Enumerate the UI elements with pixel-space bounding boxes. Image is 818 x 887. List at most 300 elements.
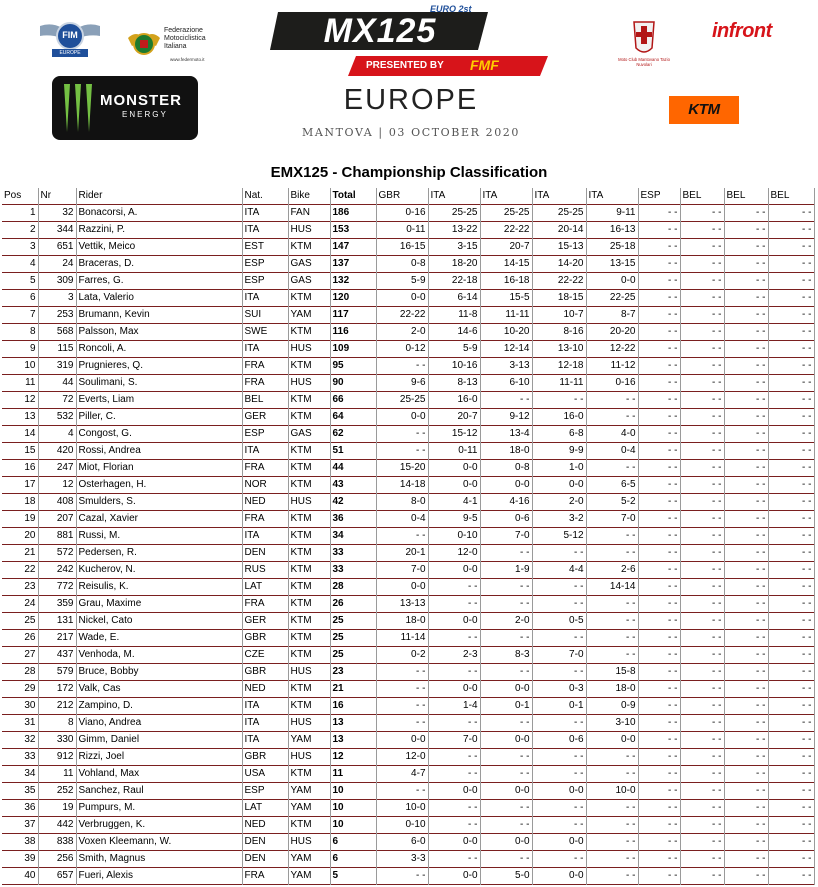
cell-bike: KTM	[288, 510, 330, 527]
cell-ita-2: 0-0	[480, 833, 532, 850]
cell-pos: 5	[2, 272, 38, 289]
cell-nat: ESP	[242, 425, 288, 442]
cell-bel-1: - -	[680, 629, 724, 646]
cell-bel-1: - -	[680, 680, 724, 697]
cell-nr: 420	[38, 442, 76, 459]
cell-nr: 568	[38, 323, 76, 340]
cell-rider: Prugnieres, Q.	[76, 357, 242, 374]
table-row	[2, 731, 814, 748]
cell-rider: Reisulis, K.	[76, 578, 242, 595]
table-row	[2, 374, 814, 391]
presented-by-text: PRESENTED BY	[366, 60, 444, 71]
cell-bel-2: - -	[724, 697, 768, 714]
cell-total: 10	[330, 799, 376, 816]
cell-ita-3: 0-0	[532, 867, 586, 884]
cell-ita-3: - -	[532, 799, 586, 816]
cell-ita-1: 14-6	[428, 323, 480, 340]
cell-bel-2: - -	[724, 816, 768, 833]
cell-ita-2: 16-18	[480, 272, 532, 289]
cell-nr: 115	[38, 340, 76, 357]
cell-nr: 881	[38, 527, 76, 544]
column-header-nr: Nr	[38, 188, 76, 204]
cell-total: 109	[330, 340, 376, 357]
cell-total: 10	[330, 816, 376, 833]
cell-ita-3: 14-20	[532, 255, 586, 272]
cell-rider: Vettik, Meico	[76, 238, 242, 255]
table-row	[2, 493, 814, 510]
column-header-ita-2: ITA	[480, 188, 532, 204]
cell-ita-1: 5-9	[428, 340, 480, 357]
cell-ita-3: - -	[532, 816, 586, 833]
cell-nr: 8	[38, 714, 76, 731]
moto-club-mantovano-text: Moto Club Mantovano Tazio Nuvolari	[618, 57, 670, 67]
cell-bel-2: - -	[724, 425, 768, 442]
cell-esp: - -	[638, 255, 680, 272]
cell-gbr: 6-0	[376, 833, 428, 850]
table-row	[2, 629, 814, 646]
cell-bike: KTM	[288, 816, 330, 833]
cell-ita-1: 18-20	[428, 255, 480, 272]
cell-ita-3: 0-0	[532, 833, 586, 850]
fim-logo-text: FIM	[62, 30, 78, 40]
cell-pos: 36	[2, 799, 38, 816]
cell-esp: - -	[638, 221, 680, 238]
table-row	[2, 391, 814, 408]
cell-nat: FRA	[242, 357, 288, 374]
cell-nat: ITA	[242, 289, 288, 306]
cell-ita-3: 0-6	[532, 731, 586, 748]
cell-pos: 37	[2, 816, 38, 833]
cell-bel-1: - -	[680, 833, 724, 850]
cell-rider: Osterhagen, H.	[76, 476, 242, 493]
cell-ita-4: - -	[586, 833, 638, 850]
moto-club-mantovano-logo	[612, 20, 676, 70]
cell-bel-3: - -	[768, 527, 814, 544]
infront-logo: infront	[712, 20, 772, 42]
cell-esp: - -	[638, 289, 680, 306]
cell-total: 6	[330, 850, 376, 867]
cell-nat: DEN	[242, 833, 288, 850]
cell-total: 21	[330, 680, 376, 697]
cell-rider: Rizzi, Joel	[76, 748, 242, 765]
cell-pos: 2	[2, 221, 38, 238]
cell-pos: 23	[2, 578, 38, 595]
cell-ita-2: - -	[480, 391, 532, 408]
cell-nat: ESP	[242, 255, 288, 272]
cell-rider: Smulders, S.	[76, 493, 242, 510]
cell-gbr: 10-0	[376, 799, 428, 816]
cell-ita-3: 1-0	[532, 459, 586, 476]
cell-ita-2: - -	[480, 578, 532, 595]
cell-rider: Miot, Florian	[76, 459, 242, 476]
cell-esp: - -	[638, 578, 680, 595]
cell-bel-3: - -	[768, 646, 814, 663]
cell-ita-4: - -	[586, 765, 638, 782]
cell-ita-4: - -	[586, 748, 638, 765]
cell-pos: 34	[2, 765, 38, 782]
cell-ita-2: - -	[480, 714, 532, 731]
cell-bike: HUS	[288, 493, 330, 510]
cell-pos: 7	[2, 306, 38, 323]
cell-bike: KTM	[288, 391, 330, 408]
cell-bel-2: - -	[724, 442, 768, 459]
cell-total: 10	[330, 782, 376, 799]
cell-bel-3: - -	[768, 595, 814, 612]
cell-nat: NED	[242, 493, 288, 510]
cell-bike: YAM	[288, 731, 330, 748]
ktm-logo	[669, 96, 739, 124]
cell-nr: 252	[38, 782, 76, 799]
cell-rider: Verbruggen, K.	[76, 816, 242, 833]
cell-ita-3: 4-4	[532, 561, 586, 578]
cell-ita-3: 22-22	[532, 272, 586, 289]
cell-gbr: - -	[376, 425, 428, 442]
cell-ita-2: - -	[480, 850, 532, 867]
cell-gbr: 5-9	[376, 272, 428, 289]
cell-ita-4: 12-22	[586, 340, 638, 357]
cell-ita-2: - -	[480, 765, 532, 782]
cell-ita-4: 15-8	[586, 663, 638, 680]
mx125-logo	[270, 6, 550, 78]
cell-bel-2: - -	[724, 340, 768, 357]
cell-nat: FRA	[242, 867, 288, 884]
cell-bel-3: - -	[768, 408, 814, 425]
cell-nat: LAT	[242, 799, 288, 816]
cell-total: 43	[330, 476, 376, 493]
table-body	[2, 204, 814, 884]
cell-bel-1: - -	[680, 306, 724, 323]
cell-ita-1: 22-18	[428, 272, 480, 289]
cell-ita-3: - -	[532, 544, 586, 561]
cell-bel-2: - -	[724, 544, 768, 561]
cell-rider: Farres, G.	[76, 272, 242, 289]
cell-bel-3: - -	[768, 306, 814, 323]
cell-rider: Zampino, D.	[76, 697, 242, 714]
cell-nr: 32	[38, 204, 76, 221]
cell-nr: 772	[38, 578, 76, 595]
fim-logo-subtext: EUROPE	[59, 50, 81, 56]
cell-ita-2: 4-16	[480, 493, 532, 510]
cell-ita-3: 15-13	[532, 238, 586, 255]
cell-total: 95	[330, 357, 376, 374]
cell-bel-1: - -	[680, 510, 724, 527]
cell-ita-3: 11-11	[532, 374, 586, 391]
cell-pos: 32	[2, 731, 38, 748]
cell-rider: Kucherov, N.	[76, 561, 242, 578]
column-header-bike: Bike	[288, 188, 330, 204]
cell-ita-2: 5-0	[480, 867, 532, 884]
cell-total: 137	[330, 255, 376, 272]
cell-ita-1: - -	[428, 663, 480, 680]
cell-rider: Venhoda, M.	[76, 646, 242, 663]
cell-esp: - -	[638, 306, 680, 323]
cell-bel-2: - -	[724, 680, 768, 697]
cell-ita-4: - -	[586, 459, 638, 476]
cell-ita-1: - -	[428, 595, 480, 612]
cell-rider: Grau, Maxime	[76, 595, 242, 612]
cell-bel-1: - -	[680, 255, 724, 272]
cell-nat: EST	[242, 238, 288, 255]
cell-gbr: 0-16	[376, 204, 428, 221]
cell-pos: 26	[2, 629, 38, 646]
cell-bel-3: - -	[768, 663, 814, 680]
report-header	[0, 0, 818, 160]
cell-bel-3: - -	[768, 391, 814, 408]
cell-rider: Fueri, Alexis	[76, 867, 242, 884]
cell-bel-1: - -	[680, 442, 724, 459]
cell-bel-1: - -	[680, 561, 724, 578]
column-header-bel-3: BEL	[768, 188, 814, 204]
cell-nr: 242	[38, 561, 76, 578]
cell-bel-1: - -	[680, 850, 724, 867]
cell-ita-2: 15-5	[480, 289, 532, 306]
cell-ita-2: 0-0	[480, 680, 532, 697]
cell-bel-3: - -	[768, 867, 814, 884]
cell-total: 6	[330, 833, 376, 850]
cell-bel-1: - -	[680, 697, 724, 714]
cell-ita-4: - -	[586, 629, 638, 646]
cell-rider: Nickel, Cato	[76, 612, 242, 629]
cell-bel-3: - -	[768, 544, 814, 561]
table-row	[2, 459, 814, 476]
cell-ita-4: 18-0	[586, 680, 638, 697]
cell-ita-4: - -	[586, 612, 638, 629]
cell-ita-3: 13-10	[532, 340, 586, 357]
cell-ita-2: 25-25	[480, 204, 532, 221]
cell-nr: 579	[38, 663, 76, 680]
cell-esp: - -	[638, 476, 680, 493]
table-row	[2, 833, 814, 850]
cell-bike: GAS	[288, 255, 330, 272]
cell-esp: - -	[638, 459, 680, 476]
cell-ita-4: 25-18	[586, 238, 638, 255]
cell-nat: DEN	[242, 544, 288, 561]
cell-ita-4: 2-6	[586, 561, 638, 578]
cell-ita-2: 0-6	[480, 510, 532, 527]
cell-ita-4: 13-15	[586, 255, 638, 272]
cell-ita-4: 9-11	[586, 204, 638, 221]
cell-pos: 16	[2, 459, 38, 476]
cell-bike: HUS	[288, 221, 330, 238]
cell-bel-2: - -	[724, 510, 768, 527]
cell-bike: KTM	[288, 357, 330, 374]
cell-pos: 39	[2, 850, 38, 867]
cell-gbr: 0-10	[376, 816, 428, 833]
cell-bel-3: - -	[768, 765, 814, 782]
cell-nr: 12	[38, 476, 76, 493]
cell-gbr: - -	[376, 442, 428, 459]
cell-rider: Brumann, Kevin	[76, 306, 242, 323]
cell-pos: 20	[2, 527, 38, 544]
cell-bel-2: - -	[724, 663, 768, 680]
column-header-total: Total	[330, 188, 376, 204]
table-row	[2, 357, 814, 374]
cell-ita-2: - -	[480, 544, 532, 561]
cell-bel-1: - -	[680, 238, 724, 255]
cell-bel-3: - -	[768, 289, 814, 306]
cell-nr: 19	[38, 799, 76, 816]
cell-bike: KTM	[288, 476, 330, 493]
cell-bel-2: - -	[724, 493, 768, 510]
cell-bel-1: - -	[680, 204, 724, 221]
cell-ita-1: 3-15	[428, 238, 480, 255]
table-row	[2, 799, 814, 816]
cell-ita-1: - -	[428, 765, 480, 782]
cell-total: 28	[330, 578, 376, 595]
column-header-ita-3: ITA	[532, 188, 586, 204]
cell-ita-4: - -	[586, 544, 638, 561]
cell-bike: YAM	[288, 306, 330, 323]
cell-pos: 40	[2, 867, 38, 884]
cell-ita-2: 20-7	[480, 238, 532, 255]
cell-ita-3: 6-8	[532, 425, 586, 442]
cell-total: 44	[330, 459, 376, 476]
cell-bel-3: - -	[768, 697, 814, 714]
cell-gbr: 0-11	[376, 221, 428, 238]
cell-gbr: 16-15	[376, 238, 428, 255]
cell-ita-1: - -	[428, 748, 480, 765]
cell-total: 186	[330, 204, 376, 221]
cell-esp: - -	[638, 238, 680, 255]
cell-nr: 247	[38, 459, 76, 476]
cell-gbr: 7-0	[376, 561, 428, 578]
cell-bel-1: - -	[680, 595, 724, 612]
cell-rider: Vohland, Max	[76, 765, 242, 782]
cell-ita-1: 0-0	[428, 476, 480, 493]
cell-ita-1: 16-0	[428, 391, 480, 408]
table-row	[2, 221, 814, 238]
cell-total: 117	[330, 306, 376, 323]
table-row	[2, 238, 814, 255]
cell-nr: 442	[38, 816, 76, 833]
cell-ita-2: - -	[480, 663, 532, 680]
cell-ita-3: - -	[532, 748, 586, 765]
cell-nr: 572	[38, 544, 76, 561]
cell-nat: SUI	[242, 306, 288, 323]
cell-bel-2: - -	[724, 595, 768, 612]
cell-gbr: 15-20	[376, 459, 428, 476]
cell-esp: - -	[638, 731, 680, 748]
cell-ita-3: 0-1	[532, 697, 586, 714]
cell-bel-3: - -	[768, 238, 814, 255]
cell-bike: KTM	[288, 561, 330, 578]
cell-nr: 657	[38, 867, 76, 884]
cell-ita-4: 0-9	[586, 697, 638, 714]
column-header-esp: ESP	[638, 188, 680, 204]
cell-bel-3: - -	[768, 731, 814, 748]
cell-gbr: 11-14	[376, 629, 428, 646]
cell-total: 36	[330, 510, 376, 527]
cell-ita-4: 7-0	[586, 510, 638, 527]
cell-ita-4: 3-10	[586, 714, 638, 731]
cell-rider: Valk, Cas	[76, 680, 242, 697]
cell-total: 42	[330, 493, 376, 510]
cell-rider: Bonacorsi, A.	[76, 204, 242, 221]
cell-ita-1: 6-14	[428, 289, 480, 306]
cell-nr: 11	[38, 765, 76, 782]
cell-total: 25	[330, 629, 376, 646]
cell-esp: - -	[638, 391, 680, 408]
cell-nr: 253	[38, 306, 76, 323]
column-header-pos: Pos	[2, 188, 38, 204]
column-header-ita-4: ITA	[586, 188, 638, 204]
cell-ita-2: - -	[480, 799, 532, 816]
cell-esp: - -	[638, 357, 680, 374]
cell-gbr: 2-0	[376, 323, 428, 340]
cell-bel-1: - -	[680, 357, 724, 374]
cell-ita-3: 20-14	[532, 221, 586, 238]
cell-esp: - -	[638, 272, 680, 289]
table-row	[2, 663, 814, 680]
cell-pos: 27	[2, 646, 38, 663]
cell-ita-4: - -	[586, 850, 638, 867]
cell-ita-3: - -	[532, 391, 586, 408]
cell-nr: 344	[38, 221, 76, 238]
cell-total: 23	[330, 663, 376, 680]
cell-bel-2: - -	[724, 272, 768, 289]
cell-rider: Gimm, Daniel	[76, 731, 242, 748]
cell-pos: 25	[2, 612, 38, 629]
cell-ita-2: 18-0	[480, 442, 532, 459]
cell-rider: Sanchez, Raul	[76, 782, 242, 799]
cell-gbr: 22-22	[376, 306, 428, 323]
cell-ita-1: 0-0	[428, 782, 480, 799]
cell-ita-2: 0-1	[480, 697, 532, 714]
cell-nat: GBR	[242, 629, 288, 646]
cell-bel-2: - -	[724, 357, 768, 374]
cell-ita-1: - -	[428, 816, 480, 833]
cell-pos: 6	[2, 289, 38, 306]
cell-ita-2: 8-3	[480, 646, 532, 663]
cell-bike: KTM	[288, 289, 330, 306]
cell-rider: Palsson, Max	[76, 323, 242, 340]
cell-pos: 8	[2, 323, 38, 340]
cell-ita-1: 8-13	[428, 374, 480, 391]
cell-nat: SWE	[242, 323, 288, 340]
cell-pos: 18	[2, 493, 38, 510]
cell-total: 11	[330, 765, 376, 782]
cell-bel-3: - -	[768, 799, 814, 816]
cell-ita-2: 14-15	[480, 255, 532, 272]
cell-ita-3: 0-0	[532, 782, 586, 799]
cell-ita-3: - -	[532, 578, 586, 595]
cell-bel-1: - -	[680, 765, 724, 782]
cell-pos: 22	[2, 561, 38, 578]
cell-ita-1: 0-0	[428, 867, 480, 884]
cell-bike: KTM	[288, 527, 330, 544]
cell-esp: - -	[638, 833, 680, 850]
fmf-text: FMF	[470, 57, 499, 73]
cell-rider: Braceras, D.	[76, 255, 242, 272]
cell-bel-2: - -	[724, 646, 768, 663]
table-row	[2, 306, 814, 323]
cell-nat: ITA	[242, 221, 288, 238]
cell-bel-2: - -	[724, 799, 768, 816]
cell-esp: - -	[638, 561, 680, 578]
cell-bel-1: - -	[680, 714, 724, 731]
cell-ita-1: 10-16	[428, 357, 480, 374]
fmi-logo	[124, 24, 224, 68]
cell-gbr: - -	[376, 782, 428, 799]
cell-ita-1: 0-0	[428, 561, 480, 578]
cell-rider: Razzini, P.	[76, 221, 242, 238]
cell-total: 25	[330, 612, 376, 629]
cell-nat: ITA	[242, 340, 288, 357]
cell-esp: - -	[638, 765, 680, 782]
fmi-name	[164, 27, 206, 51]
cell-rider: Viano, Andrea	[76, 714, 242, 731]
cell-total: 12	[330, 748, 376, 765]
